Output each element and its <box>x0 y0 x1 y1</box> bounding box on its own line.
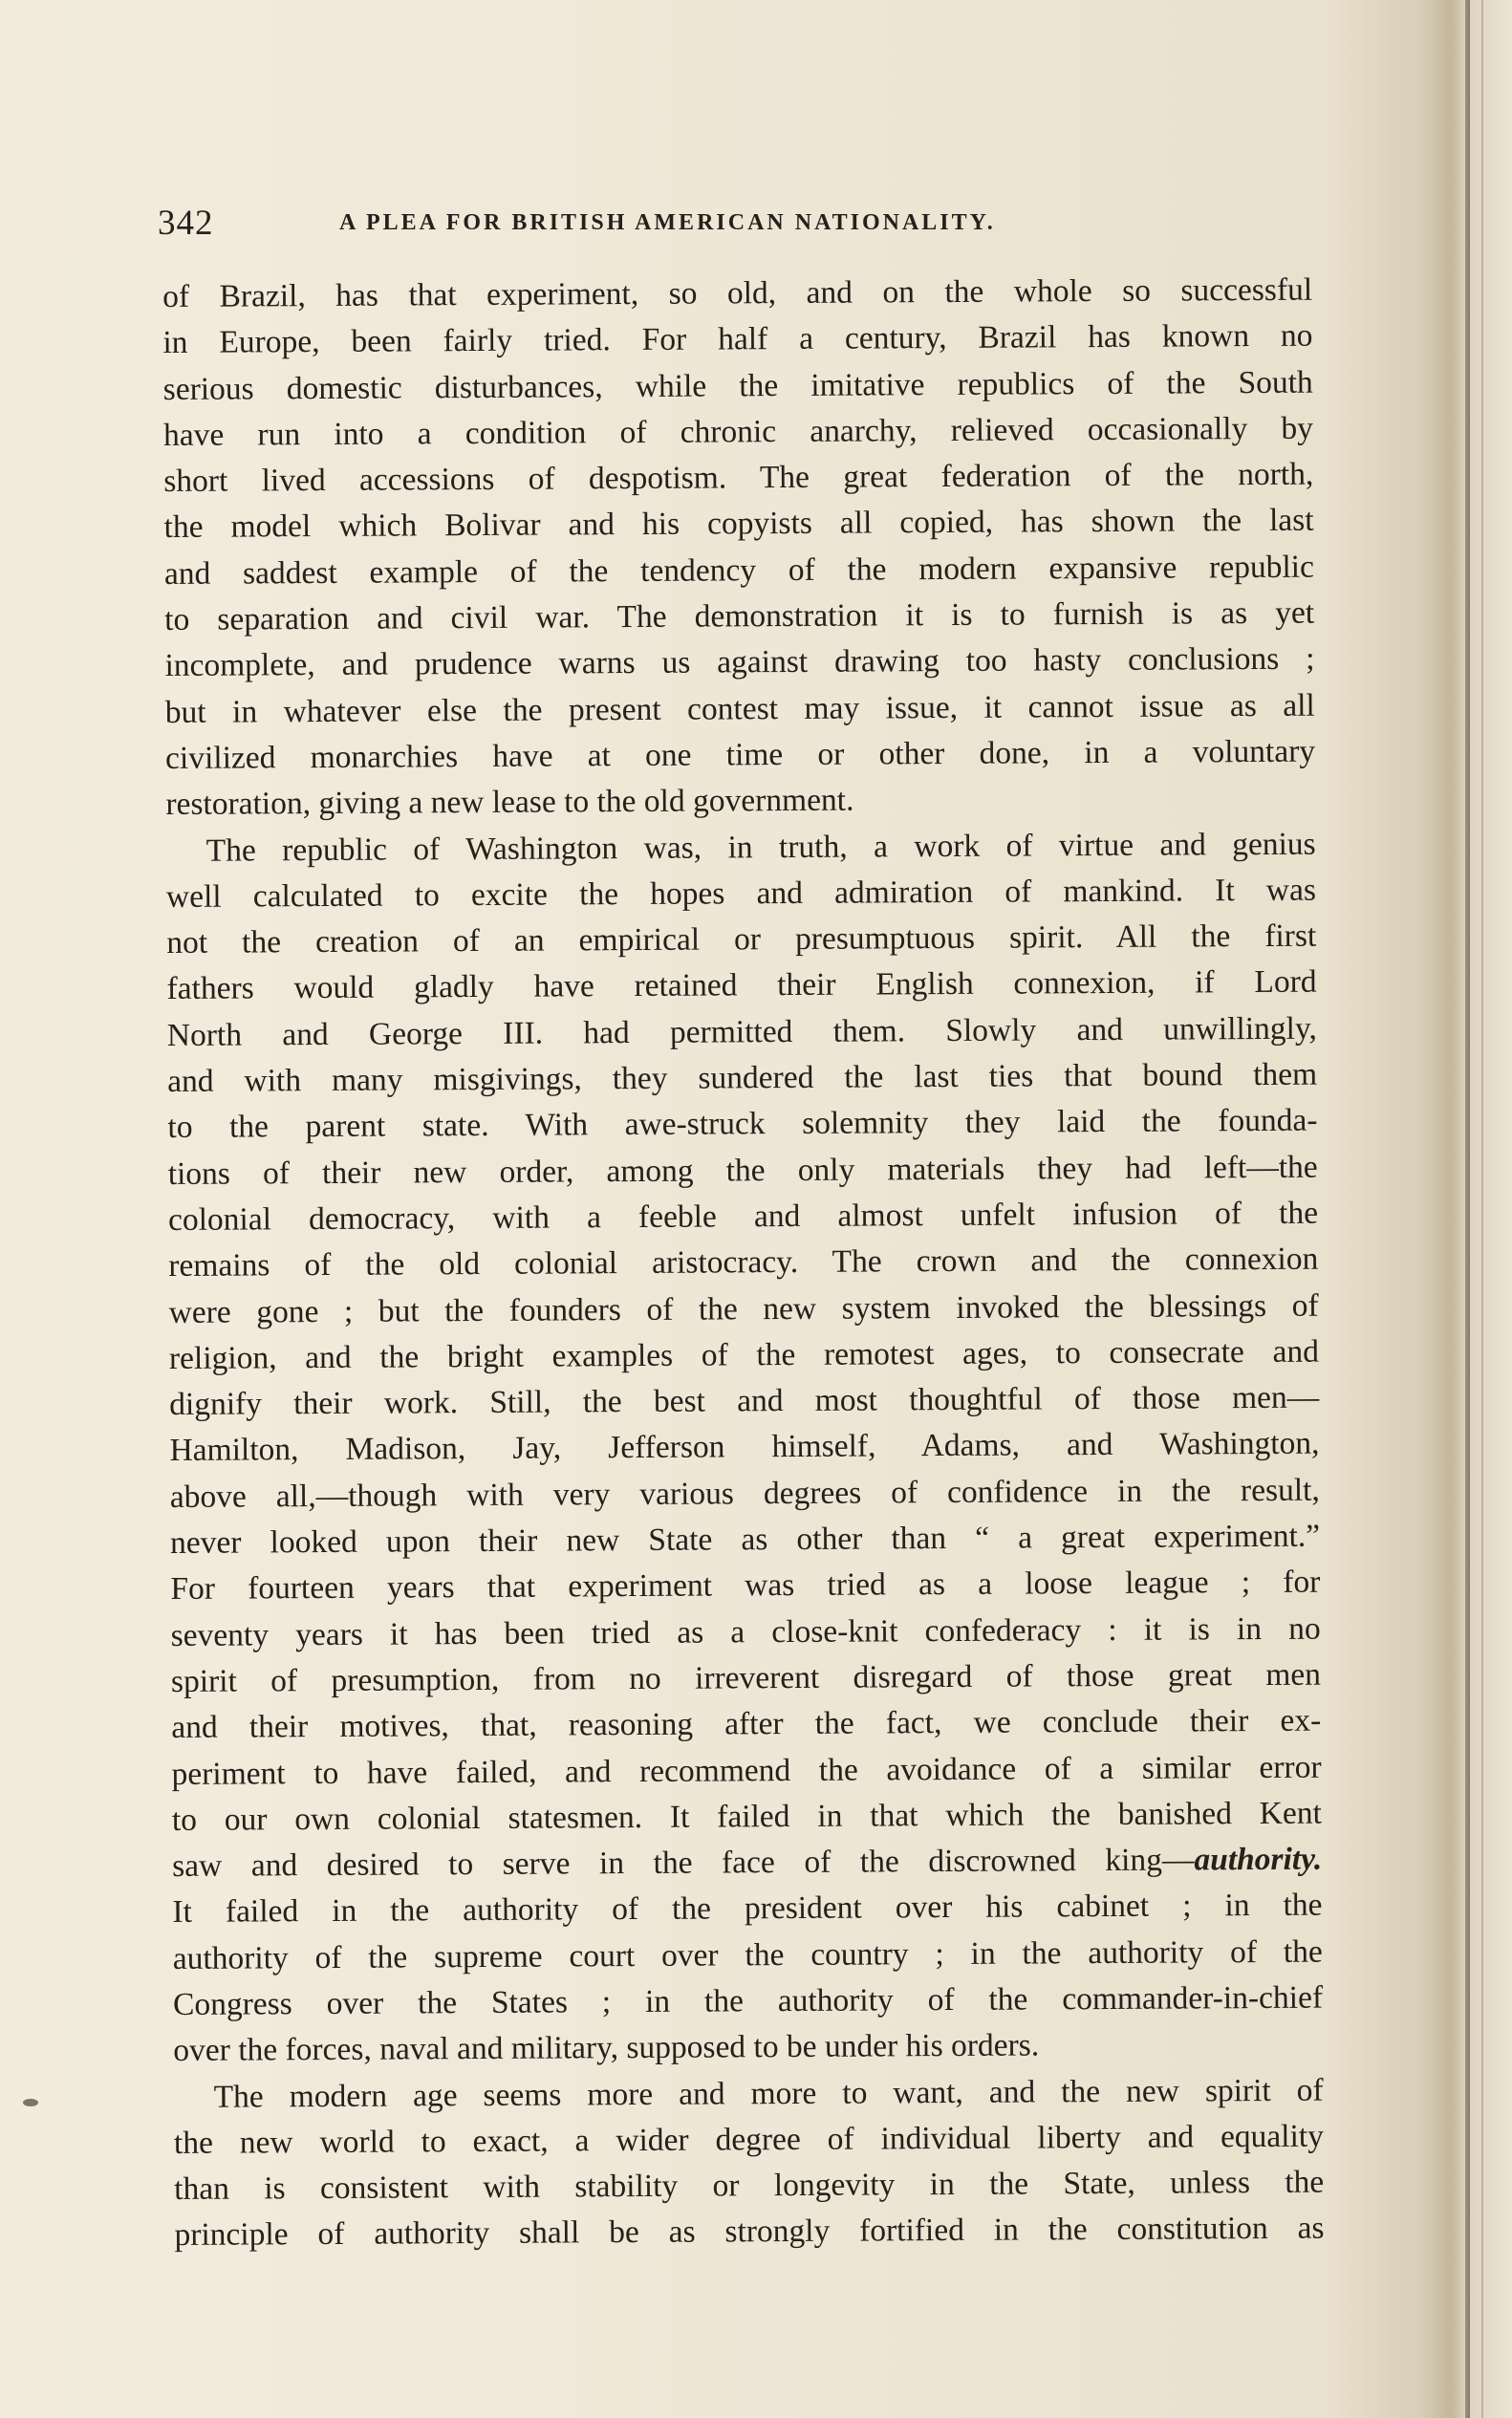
text-line: principle of authority shall be as strongly fortified in the constitution as <box>174 2211 1325 2254</box>
text-segment: saw and desired to serve in the face of the discrowned king— <box>172 1842 1195 1885</box>
text-line: civilized monarchies have at one time or other done, in a voluntary <box>164 733 1316 776</box>
text-line: tions of their new order, among the only materials they had left—the <box>167 1149 1318 1192</box>
text-line: not the creation of an empirical or presumptuous spirit. All the first <box>166 918 1317 961</box>
running-title: A PLEA FOR BRITISH AMERICAN NATIONALITY. <box>339 210 996 235</box>
text-line: and their motives, that, reasoning after the fact, we conclude their ex- <box>171 1702 1322 1746</box>
text-line: were gone ; but the founders of the new system invoked the blessings of <box>168 1287 1319 1330</box>
text-line: religion, and the bright examples of the remotest ages, to consecrate and <box>168 1333 1320 1376</box>
text-line: Hamilton, Madison, Jay, Jefferson himself, Adams, and Washington, <box>169 1426 1320 1469</box>
italic-word: authority. <box>1194 1841 1323 1878</box>
text-line: periment to have failed, and recommend the avoidance of a similar error <box>171 1749 1322 1792</box>
text-line: the new world to exact, a wider degree of individual liberty and equality <box>173 2118 1325 2161</box>
text-line: well calculated to excite the hopes and admiration of mankind. It was <box>165 872 1317 915</box>
text-line: and with many misgivings, they sundered the last ties that bound them <box>167 1056 1318 1100</box>
text-line: of Brazil, has that experiment, so old, and on the whole so successful <box>162 271 1313 314</box>
text-line: short lived accessions of despotism. The great federation of the north, <box>163 456 1314 500</box>
text-line: than is consistent with stability or longevity in the State, unless the <box>174 2164 1325 2208</box>
text-line: have run into a condition of chronic anarchy, relieved occasionally by <box>162 410 1314 453</box>
text-line: to our own colonial statesmen. It failed in that which the banished Kent <box>171 1795 1322 1838</box>
text-line: the model which Bolivar and his copyists all copied, has shown the last <box>163 503 1314 546</box>
text-line: dignify their work. Still, the best and most thoughtful of those men— <box>169 1379 1320 1423</box>
ink-mark <box>23 2099 38 2106</box>
text-line: colonial democracy, with a feeble and almost unfelt infusion of the <box>167 1195 1319 1238</box>
text-line: incomplete, and prudence warns us against drawing too hasty conclusions ; <box>164 641 1315 684</box>
page-number: 342 <box>158 204 214 243</box>
paragraph-start-line: The modern age seems more and more to want, and the new spirit of <box>213 2072 1324 2115</box>
page-header <box>158 203 1314 250</box>
text-line: authority of the supreme court over the country ; in the authority of the <box>172 1933 1323 1976</box>
text-line: Congress over the States ; in the authority of the commander-in-chief <box>172 1979 1324 2022</box>
text-line: and saddest example of the tendency of the modern expansive republic <box>163 549 1315 592</box>
paragraph-end-line: over the forces, naval and military, supposed to be under his orders. <box>173 2027 1040 2069</box>
text-line: fathers would gladly have retained their English connexion, if Lord <box>166 964 1317 1007</box>
body-text <box>162 268 1325 2259</box>
paragraph-start-line: The republic of Washington was, in truth, a work of virtue and genius <box>205 826 1316 869</box>
text-line: spirit of presumption, from no irreverent disregard of those great men <box>170 1656 1322 1699</box>
text-line: serious domestic disturbances, while the imitative republics of the South <box>162 364 1313 407</box>
text-line: to separation and civil war. The demonstration it is to furnish is as yet <box>164 594 1315 638</box>
text-line: but in whatever else the present contest may issue, it cannot issue as all <box>164 687 1315 730</box>
text-line: For fourteen years that experiment was tried as a loose league ; for <box>170 1564 1321 1608</box>
page-edge-shadow <box>1465 0 1470 2418</box>
text-line: never looked upon their new State as other than “ a great experiment.” <box>169 1518 1321 1561</box>
text-line: in Europe, been fairly tried. For half a century, Brazil has known no <box>162 317 1313 361</box>
text-line: above all,—though with very various degrees of confidence in the result, <box>169 1472 1320 1515</box>
text-line: It failed in the authority of the president over his cabinet ; in the <box>172 1888 1323 1931</box>
paragraph-end-line: restoration, giving a new lease to the old government. <box>165 782 854 823</box>
text-line: remains of the old colonial aristocracy. The crown and the connexion <box>168 1241 1319 1285</box>
text-line: seventy years it has been tried as a close-knit confederacy : it is in no <box>170 1610 1321 1653</box>
page-edge-line <box>1481 0 1483 2418</box>
text-line: to the parent state. With awe-struck solemnity they laid the founda- <box>167 1102 1318 1146</box>
text-line: North and George III. had permitted them. Slowly and unwillingly, <box>166 1010 1317 1053</box>
text-line-with-italic <box>172 1837 1322 1890</box>
